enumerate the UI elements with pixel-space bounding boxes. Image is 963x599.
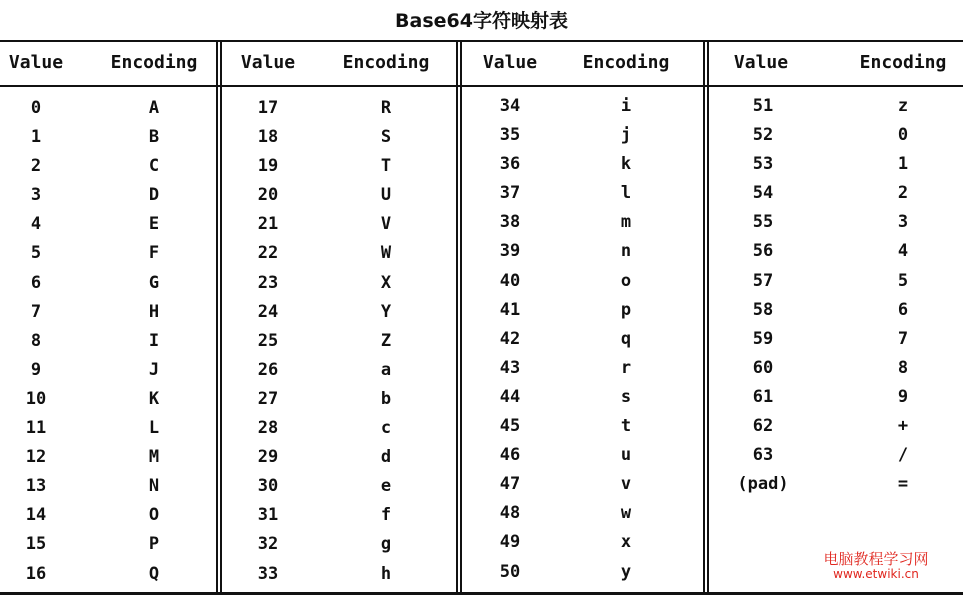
encoding-cell: q: [620, 328, 632, 349]
encoding-cell: M: [148, 447, 160, 468]
value-cell: 58: [752, 299, 774, 320]
page-title: Base64字符映射表: [395, 10, 568, 32]
watermark: [808, 551, 944, 581]
value-cell: 26: [257, 359, 279, 380]
table-row: [709, 92, 963, 121]
value-cell: 3: [30, 185, 42, 206]
value-cell: 49: [499, 532, 521, 553]
value-cell: 61: [752, 386, 774, 407]
encoding-cell: =: [897, 474, 909, 495]
encoding-cell: i: [620, 96, 632, 116]
table-row: [462, 412, 703, 441]
table-row: [222, 560, 456, 589]
encoding-cell: N: [148, 476, 160, 497]
table-row: [709, 470, 963, 499]
value-cell: 57: [752, 270, 774, 291]
column-group-4: [709, 40, 963, 594]
value-cell: 31: [257, 505, 279, 526]
value-cell: 9: [30, 359, 42, 380]
encoding-cell: R: [380, 98, 392, 118]
table-row: [0, 472, 216, 501]
column-group-1: [0, 40, 216, 594]
value-cell: 0: [30, 98, 42, 118]
table-row: [462, 470, 703, 499]
column-divider-3: [703, 40, 705, 595]
value-cell: 27: [257, 388, 279, 409]
value-cell: 51: [752, 96, 774, 116]
encoding-cell: S: [380, 127, 392, 148]
encoding-cell: h: [380, 563, 392, 584]
table-row: [222, 181, 456, 210]
value-cell: 29: [257, 447, 279, 468]
table-row: [222, 152, 456, 181]
table-row: [709, 237, 963, 266]
encoding-cell: A: [148, 98, 160, 118]
table-row: [462, 354, 703, 383]
value-cell: 24: [257, 301, 279, 322]
encoding-cell: F: [148, 243, 160, 264]
value-cell: 32: [257, 534, 279, 555]
table-row: [222, 123, 456, 152]
table-row: [222, 501, 456, 530]
encoding-cell: k: [620, 154, 632, 175]
value-cell: 43: [499, 357, 521, 378]
value-cell: 19: [257, 156, 279, 177]
table-row: [222, 530, 456, 559]
table-row: [0, 94, 216, 123]
encoding-header: Encoding: [110, 52, 198, 73]
table-row: [222, 239, 456, 268]
table-row: [462, 179, 703, 208]
table-row: [222, 94, 456, 123]
table-row: [0, 181, 216, 210]
value-cell: 2: [30, 156, 42, 177]
encoding-cell: 2: [897, 183, 909, 204]
encoding-cell: t: [620, 416, 632, 437]
table-row: [709, 354, 963, 383]
value-cell: 14: [25, 505, 47, 526]
table-row: [462, 150, 703, 179]
encoding-cell: K: [148, 388, 160, 409]
table-row: [0, 239, 216, 268]
value-header: Value: [482, 52, 538, 73]
encoding-cell: r: [620, 357, 632, 378]
table-row: [0, 530, 216, 559]
encoding-header: Encoding: [859, 52, 947, 73]
encoding-cell: 3: [897, 212, 909, 233]
encoding-cell: 9: [897, 386, 909, 407]
encoding-header: Encoding: [582, 52, 670, 73]
value-cell: 5: [30, 243, 42, 264]
encoding-cell: f: [380, 505, 392, 526]
watermark-url: www.etwiki.cn: [833, 566, 919, 581]
table-row: [0, 123, 216, 152]
value-cell: 44: [499, 386, 521, 407]
table-row: [222, 210, 456, 239]
encoding-cell: H: [148, 301, 160, 322]
value-cell: 54: [752, 183, 774, 204]
value-cell: 21: [257, 214, 279, 235]
table-row: [0, 414, 216, 443]
table-row: [0, 501, 216, 530]
encoding-cell: d: [380, 447, 392, 468]
value-cell: 38: [499, 212, 521, 233]
value-cell: 10: [25, 388, 47, 409]
encoding-cell: T: [380, 156, 392, 177]
encoding-header: Encoding: [342, 52, 430, 73]
value-cell: 53: [752, 154, 774, 175]
value-cell: 40: [499, 270, 521, 291]
encoding-cell: W: [380, 243, 392, 264]
value-cell: 17: [257, 98, 279, 118]
value-header: Value: [240, 52, 296, 73]
value-cell: 6: [30, 272, 42, 293]
value-cell: 20: [257, 185, 279, 206]
rows-group-4: [709, 92, 963, 499]
encoding-cell: 7: [897, 328, 909, 349]
encoding-cell: j: [620, 125, 632, 146]
table-row: [462, 296, 703, 325]
encoding-cell: P: [148, 534, 160, 555]
table-row: [462, 325, 703, 354]
table-row: [462, 121, 703, 150]
table-row: [222, 327, 456, 356]
table-row: [0, 152, 216, 181]
value-cell: 37: [499, 183, 521, 204]
value-cell: 11: [25, 418, 47, 439]
encoding-cell: 6: [897, 299, 909, 320]
encoding-cell: V: [380, 214, 392, 235]
value-cell: 35: [499, 125, 521, 146]
table-row: [709, 121, 963, 150]
value-cell: 62: [752, 416, 774, 437]
value-header: Value: [8, 52, 64, 73]
encoding-cell: E: [148, 214, 160, 235]
value-cell: 63: [752, 445, 774, 466]
encoding-cell: C: [148, 156, 160, 177]
column-group-3: [462, 40, 703, 594]
encoding-cell: 1: [897, 154, 909, 175]
value-cell: 23: [257, 272, 279, 293]
encoding-cell: 0: [897, 125, 909, 146]
encoding-cell: B: [148, 127, 160, 148]
table-row: [0, 385, 216, 414]
table-row: [709, 441, 963, 470]
value-cell: 7: [30, 301, 42, 322]
value-cell: 36: [499, 154, 521, 175]
table-row: [709, 325, 963, 354]
encoding-cell: J: [148, 359, 160, 380]
encoding-cell: O: [148, 505, 160, 526]
table-row: [222, 414, 456, 443]
value-cell: 34: [499, 96, 521, 116]
table-row: [709, 267, 963, 296]
value-cell: 48: [499, 503, 521, 524]
table-row: [462, 237, 703, 266]
encoding-cell: w: [620, 503, 632, 524]
value-cell: 59: [752, 328, 774, 349]
encoding-cell: a: [380, 359, 392, 380]
table-row: [0, 269, 216, 298]
encoding-cell: v: [620, 474, 632, 495]
value-cell: 33: [257, 563, 279, 584]
value-cell: 1: [30, 127, 42, 148]
column-divider-2: [456, 40, 458, 595]
encoding-cell: g: [380, 534, 392, 555]
encoding-cell: Y: [380, 301, 392, 322]
encoding-cell: /: [897, 445, 909, 466]
encoding-cell: s: [620, 386, 632, 407]
encoding-cell: p: [620, 299, 632, 320]
value-cell: 15: [25, 534, 47, 555]
encoding-cell: l: [620, 183, 632, 204]
encoding-cell: L: [148, 418, 160, 439]
column-group-2: [222, 40, 456, 594]
rows-group-3: [462, 92, 703, 587]
value-cell: 60: [752, 357, 774, 378]
encoding-cell: y: [620, 561, 632, 582]
rows-group-2: [222, 94, 456, 589]
value-cell: 30: [257, 476, 279, 497]
table-row: [222, 298, 456, 327]
table-row: [462, 92, 703, 121]
encoding-cell: m: [620, 212, 632, 233]
table-row: [0, 356, 216, 385]
encoding-cell: +: [897, 416, 909, 437]
encoding-cell: 8: [897, 357, 909, 378]
encoding-cell: o: [620, 270, 632, 291]
encoding-cell: e: [380, 476, 392, 497]
value-cell: 55: [752, 212, 774, 233]
column-divider-1: [216, 40, 218, 595]
value-cell: 12: [25, 447, 47, 468]
value-cell: 28: [257, 418, 279, 439]
table-row: [709, 412, 963, 441]
encoding-cell: c: [380, 418, 392, 439]
encoding-cell: I: [148, 330, 160, 351]
value-cell: 8: [30, 330, 42, 351]
value-cell: 42: [499, 328, 521, 349]
value-cell: 13: [25, 476, 47, 497]
value-cell: 18: [257, 127, 279, 148]
encoding-cell: z: [897, 96, 909, 116]
encoding-cell: U: [380, 185, 392, 206]
table-row: [462, 441, 703, 470]
table-row: [709, 296, 963, 325]
table-row: [222, 356, 456, 385]
value-cell: 45: [499, 416, 521, 437]
encoding-cell: 4: [897, 241, 909, 262]
encoding-cell: X: [380, 272, 392, 293]
value-cell: 41: [499, 299, 521, 320]
value-cell: 52: [752, 125, 774, 146]
encoding-cell: n: [620, 241, 632, 262]
value-cell: 56: [752, 241, 774, 262]
encoding-cell: G: [148, 272, 160, 293]
table-row: [0, 560, 216, 589]
table-row: [222, 443, 456, 472]
table-row: [462, 499, 703, 528]
table-row: [709, 150, 963, 179]
value-cell: 46: [499, 445, 521, 466]
table-row: [462, 267, 703, 296]
table-row: [709, 208, 963, 237]
encoding-cell: 5: [897, 270, 909, 291]
encoding-cell: x: [620, 532, 632, 553]
table-row: [0, 210, 216, 239]
table-row: [462, 383, 703, 412]
encoding-cell: u: [620, 445, 632, 466]
table-row: [709, 179, 963, 208]
value-cell: 22: [257, 243, 279, 264]
table-row: [462, 558, 703, 587]
rows-group-1: [0, 94, 216, 589]
table-row: [462, 208, 703, 237]
value-cell: 50: [499, 561, 521, 582]
value-cell: 4: [30, 214, 42, 235]
table-row: [462, 528, 703, 557]
encoding-cell: D: [148, 185, 160, 206]
table-row: [0, 298, 216, 327]
encoding-cell: b: [380, 388, 392, 409]
table-row: [222, 385, 456, 414]
value-cell: (pad): [737, 474, 789, 495]
watermark-site-name: 电脑教程学习网: [823, 550, 929, 568]
table-row: [0, 443, 216, 472]
table-row: [222, 472, 456, 501]
table-row: [709, 383, 963, 412]
table-row: [222, 269, 456, 298]
value-header: Value: [733, 52, 789, 73]
encoding-cell: Q: [148, 563, 160, 584]
table-row: [0, 327, 216, 356]
encoding-cell: Z: [380, 330, 392, 351]
value-cell: 25: [257, 330, 279, 351]
value-cell: 47: [499, 474, 521, 495]
value-cell: 39: [499, 241, 521, 262]
value-cell: 16: [25, 563, 47, 584]
